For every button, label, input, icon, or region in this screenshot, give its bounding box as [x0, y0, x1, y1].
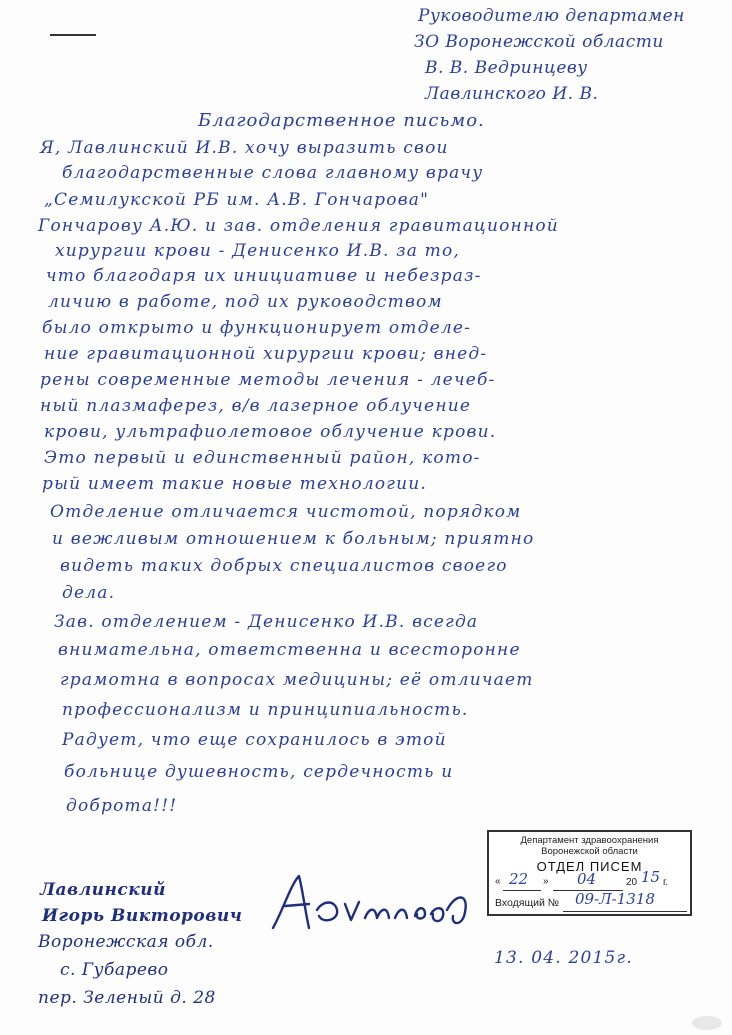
letter-date: 13. 04. 2015г. — [494, 948, 633, 968]
handwritten-signature — [265, 870, 480, 940]
addressee-line-2: ЗО Воронежской области — [414, 32, 664, 52]
stamp-month: 04 — [577, 870, 597, 888]
addressee-line-4: Лавлинского И. В. — [425, 84, 599, 104]
stamp-year-prefix: 20 — [626, 877, 638, 888]
body-line: грамотна в вопросах медицины; её отличает — [60, 670, 534, 690]
stamp-incoming-label: Входящий № — [495, 897, 559, 909]
sender-name: Игорь Викторович — [42, 906, 243, 926]
body-line: хирургии крови - Денисенко И.В. за то, — [55, 241, 461, 261]
sender-surname: Лавлинский — [40, 880, 166, 900]
stamp-date-row: « 22 » 04 20 15 г. — [495, 874, 685, 892]
body-line: Отделение отличается чистотой, порядком — [50, 502, 522, 522]
stamp-year-suffix: 15 — [641, 868, 661, 886]
stamp-incoming-row — [495, 890, 690, 913]
body-line: дела. — [62, 583, 116, 603]
body-line: видеть таких добрых специалистов своего — [60, 556, 508, 576]
letter-title: Благодарственное письмо. — [198, 110, 485, 131]
body-line: Зав. отделением - Денисенко И.В. всегда — [54, 612, 479, 632]
stamp-dept: ОТДЕЛ ПИСЕМ — [536, 859, 643, 874]
body-line: Гончарову А.Ю. и зав. отделения гравитационной — [38, 216, 559, 236]
body-line: рены современные методы лечения - лечеб- — [40, 370, 496, 390]
body-line: ние гравитационной хирургии крови; внед- — [44, 344, 488, 364]
sender-village: с. Губарево — [60, 960, 169, 980]
body-line: и вежливым отношением к больным; приятно — [52, 529, 535, 549]
top-dash-mark — [50, 34, 96, 36]
body-line: Я, Лавлинский И.В. хочу выразить свои — [40, 138, 449, 158]
sender-street: пер. Зеленый д. 28 — [38, 988, 216, 1008]
body-line: крови, ультрафиолетовое облучение крови. — [44, 422, 497, 442]
stamp-org-line-2: Воронежской области — [541, 846, 638, 857]
stamp-incoming-number: 09-Л-1318 — [575, 890, 655, 908]
body-line: что благодаря их инициативе и небезраз- — [46, 266, 482, 286]
addressee-line-3: В. В. Ведринцеву — [425, 58, 588, 78]
sender-region: Воронежская обл. — [38, 932, 214, 952]
body-line: было открыто и функционирует отделе- — [42, 318, 472, 338]
stamp-year-end: г. — [663, 877, 669, 888]
body-line: ный плазмаферез, в/в лазерное облучение — [40, 396, 472, 416]
body-line: Радует, что еще сохранилось в этой — [62, 730, 447, 750]
registration-stamp — [487, 830, 692, 916]
body-line: внимательна, ответственна и всесторонне — [58, 640, 521, 660]
body-line: рый имеет такие новые технологии. — [42, 474, 427, 494]
stamp-org-line-1: Департамент здравоохранения — [520, 835, 659, 846]
addressee-line-1: Руководителю департамен — [418, 6, 685, 26]
binder-hole-mark — [692, 1016, 722, 1030]
body-line: доброта!!! — [66, 796, 178, 816]
body-line: Это первый и единственный район, кото- — [44, 448, 481, 468]
body-line: больнице душевность, сердечность и — [64, 762, 454, 782]
body-line: „Семилукской РБ им. А.В. Гончарова" — [44, 190, 430, 210]
body-line: благодарственные слова главному врачу — [62, 163, 484, 183]
body-line: профессионализм и принципиальность. — [62, 700, 469, 720]
stamp-day: 22 — [509, 870, 529, 888]
body-line: личию в работе, под их руководством — [48, 292, 443, 312]
